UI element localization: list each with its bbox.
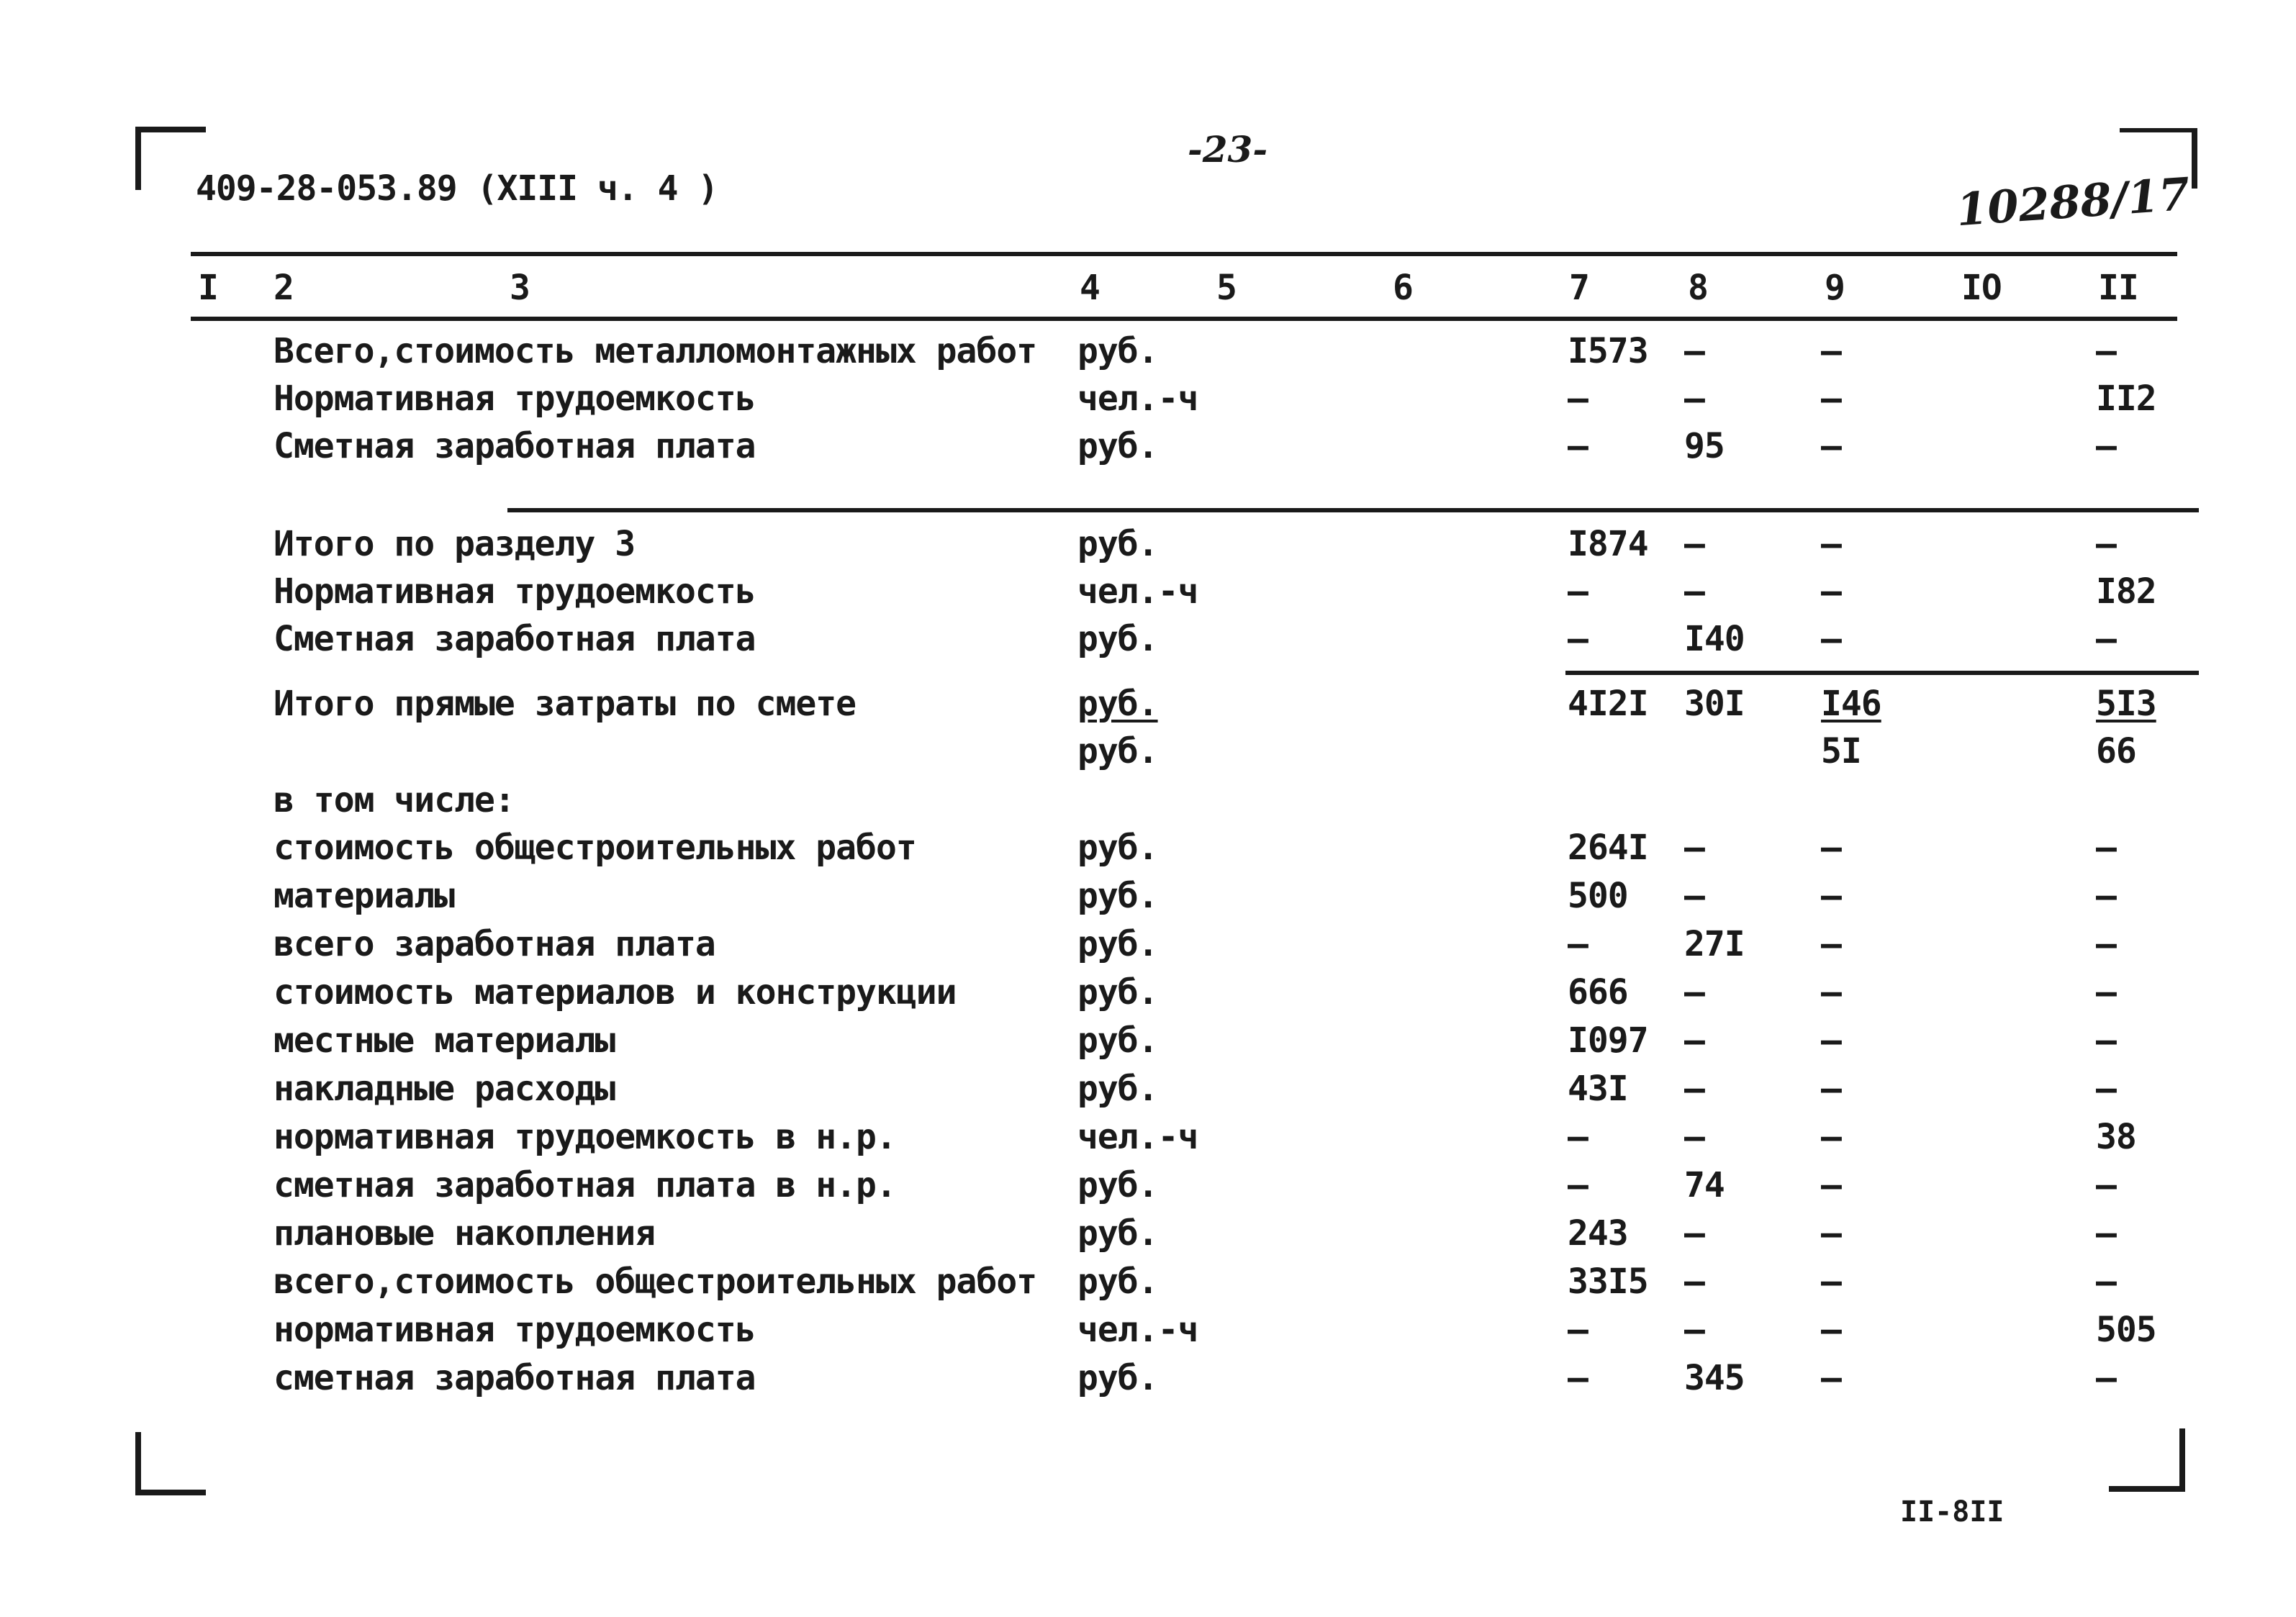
row-col8: 345 — [1684, 1358, 1745, 1398]
row-col9: – — [1821, 1020, 1841, 1061]
page-number: -23- — [1188, 128, 1268, 171]
col-header-4: 4 — [1080, 268, 1100, 308]
row-col11: – — [2096, 876, 2116, 916]
row-label: накладные расходы — [274, 1069, 615, 1109]
including-row — [0, 780, 2296, 829]
row-col8: – — [1684, 1262, 1704, 1302]
row-label: стоимость общестроительных работ — [274, 828, 916, 868]
row-col9: – — [1821, 1213, 1841, 1254]
col-header-1: I — [198, 268, 218, 308]
row-col11: – — [2096, 331, 2116, 371]
table-row — [0, 1310, 2296, 1359]
row-col11: – — [2096, 1020, 2116, 1061]
row-col8: – — [1684, 828, 1704, 868]
row-label: Всего,стоимость металломонтажных работ — [274, 331, 1037, 371]
row-col8: 74 — [1684, 1165, 1725, 1205]
table-row — [0, 379, 2296, 427]
handwritten-reference: 10288/17 — [1954, 167, 2192, 237]
row-label: стоимость материалов и конструкции — [274, 972, 957, 1013]
row-col8: – — [1684, 1069, 1704, 1109]
row-label: Нормативная трудоемкость — [274, 379, 756, 419]
row-label: местные материалы — [274, 1020, 615, 1061]
row-col7: – — [1568, 924, 1588, 964]
row-col11: – — [2096, 1165, 2116, 1205]
row-col7: I573 — [1568, 331, 1648, 371]
row-col11: 505 — [2096, 1310, 2156, 1350]
direct-costs-row — [0, 684, 2296, 733]
row-unit: руб. — [1077, 828, 1158, 868]
row-col9: – — [1821, 1165, 1841, 1205]
row-col7: – — [1568, 1358, 1588, 1398]
table-row — [0, 1262, 2296, 1310]
row-label: Нормативная трудоемкость — [274, 571, 756, 612]
row-col9: – — [1821, 379, 1841, 419]
row-unit: чел.-ч — [1077, 571, 1198, 612]
row-col9: – — [1821, 876, 1841, 916]
col-header-8: 8 — [1688, 268, 1708, 308]
row-col8: – — [1684, 1213, 1704, 1254]
row-col8: I40 — [1684, 619, 1745, 659]
row-unit: чел.-ч — [1077, 1117, 1198, 1157]
col-header-11: II — [2098, 268, 2138, 308]
row-label: Итого по разделу 3 — [274, 524, 636, 564]
direct-costs-unit: руб. — [1077, 684, 1158, 724]
row-col8: – — [1684, 571, 1704, 612]
col-header-9: 9 — [1825, 268, 1845, 308]
col-header-3: 3 — [510, 268, 530, 308]
direct-costs-col7: 4I2I — [1568, 684, 1648, 724]
row-col11: – — [2096, 524, 2116, 564]
row-unit: руб. — [1077, 1262, 1158, 1302]
row-unit: руб. — [1077, 972, 1158, 1013]
row-label: нормативная трудоемкость в н.р. — [274, 1117, 896, 1157]
row-label: материалы — [274, 876, 455, 916]
row-col11: II2 — [2096, 379, 2156, 419]
row-col11: – — [2096, 828, 2116, 868]
corner-mark-bottom-left — [135, 1432, 206, 1495]
row-col7: 43I — [1568, 1069, 1628, 1109]
row-col7: – — [1568, 426, 1588, 466]
table-row — [0, 1213, 2296, 1262]
row-col9: – — [1821, 619, 1841, 659]
row-col9: – — [1821, 331, 1841, 371]
col-header-2: 2 — [274, 268, 294, 308]
table-row — [0, 524, 2296, 573]
direct-costs-col9: I46 — [1821, 684, 1881, 724]
table-row — [0, 1020, 2296, 1069]
row-col11: – — [2096, 426, 2116, 466]
table-row — [0, 1117, 2296, 1166]
row-col8: – — [1684, 1020, 1704, 1061]
row-col11: – — [2096, 1262, 2116, 1302]
direct-costs-unit-2: руб. — [1077, 731, 1158, 771]
row-col9: – — [1821, 828, 1841, 868]
row-col8: 95 — [1684, 426, 1725, 466]
row-col9: – — [1821, 1069, 1841, 1109]
row-unit: руб. — [1077, 524, 1158, 564]
row-col7: 33I5 — [1568, 1262, 1648, 1302]
row-col7: – — [1568, 619, 1588, 659]
header-rule — [191, 317, 2177, 321]
row-col11: – — [2096, 924, 2116, 964]
row-unit: руб. — [1077, 1069, 1158, 1109]
column-header-row — [0, 268, 2296, 317]
row-col7: I097 — [1568, 1020, 1648, 1061]
row-col8: – — [1684, 331, 1704, 371]
row-col9: – — [1821, 1117, 1841, 1157]
row-col8: – — [1684, 876, 1704, 916]
table-row — [0, 1069, 2296, 1118]
direct-costs-col11-2: 66 — [2096, 731, 2136, 771]
col-header-7: 7 — [1569, 268, 1589, 308]
row-label: всего,стоимость общестроительных работ — [274, 1262, 1037, 1302]
table-row — [0, 619, 2296, 668]
row-col7: 500 — [1568, 876, 1628, 916]
footer-code: II-8II — [1900, 1495, 2005, 1524]
col-header-6: 6 — [1393, 268, 1413, 308]
col-header-10: IO — [1961, 268, 2002, 308]
corner-mark-bottom-right — [2109, 1428, 2185, 1492]
direct-costs-label: Итого прямые затраты по смете — [274, 684, 857, 724]
row-unit: руб. — [1077, 876, 1158, 916]
section-divider — [507, 508, 2199, 512]
table-row — [0, 828, 2296, 877]
row-label: Сметная заработная плата — [274, 426, 756, 466]
row-unit: руб. — [1077, 426, 1158, 466]
row-col11: – — [2096, 972, 2116, 1013]
row-col11: I82 — [2096, 571, 2156, 612]
row-col9: – — [1821, 524, 1841, 564]
row-unit: руб. — [1077, 924, 1158, 964]
direct-costs-col9-2: 5I — [1821, 731, 1861, 771]
top-rule — [191, 252, 2177, 256]
row-col7: 243 — [1568, 1213, 1628, 1254]
row-unit: чел.-ч — [1077, 1310, 1198, 1350]
row-label: нормативная трудоемкость — [274, 1310, 756, 1350]
row-label: сметная заработная плата — [274, 1358, 756, 1398]
table-row — [0, 571, 2296, 620]
row-label: Сметная заработная плата — [274, 619, 756, 659]
row-col9: – — [1821, 1358, 1841, 1398]
row-unit: руб. — [1077, 1020, 1158, 1061]
row-col7: 666 — [1568, 972, 1628, 1013]
row-col9: – — [1821, 1310, 1841, 1350]
row-col9: – — [1821, 972, 1841, 1013]
table-row — [0, 1165, 2296, 1214]
table-row — [0, 972, 2296, 1021]
table-row — [0, 426, 2296, 475]
row-col8: 27I — [1684, 924, 1745, 964]
row-unit: руб. — [1077, 331, 1158, 371]
table-row — [0, 1358, 2296, 1407]
including-label: в том числе: — [274, 780, 515, 820]
row-col8: – — [1684, 524, 1704, 564]
row-col9: – — [1821, 426, 1841, 466]
row-label: плановые накопления — [274, 1213, 656, 1254]
col-header-5: 5 — [1216, 268, 1237, 308]
row-col9: – — [1821, 571, 1841, 612]
document-code: 409-28-053.89 (XIII ч. 4 ) — [196, 168, 718, 209]
row-col8: – — [1684, 1310, 1704, 1350]
row-col7: 264I — [1568, 828, 1648, 868]
row-col8: – — [1684, 972, 1704, 1013]
direct-costs-second-row — [0, 731, 2296, 780]
section-divider — [1565, 671, 2199, 675]
row-col11: 38 — [2096, 1117, 2136, 1157]
row-label: сметная заработная плата в н.р. — [274, 1165, 896, 1205]
row-unit: руб. — [1077, 1213, 1158, 1254]
row-label: всего заработная плата — [274, 924, 715, 964]
row-col7: – — [1568, 1310, 1588, 1350]
row-unit: руб. — [1077, 1165, 1158, 1205]
row-col9: – — [1821, 1262, 1841, 1302]
row-col8: – — [1684, 379, 1704, 419]
row-col11: – — [2096, 1358, 2116, 1398]
table-row — [0, 876, 2296, 925]
table-row — [0, 924, 2296, 973]
row-unit: руб. — [1077, 1358, 1158, 1398]
row-col11: – — [2096, 619, 2116, 659]
table-row — [0, 331, 2296, 380]
row-unit: руб. — [1077, 619, 1158, 659]
row-col7: – — [1568, 1117, 1588, 1157]
row-unit: чел.-ч — [1077, 379, 1198, 419]
direct-costs-col8: 30I — [1684, 684, 1745, 724]
row-col11: – — [2096, 1069, 2116, 1109]
row-col8: – — [1684, 1117, 1704, 1157]
row-col7: – — [1568, 379, 1588, 419]
row-col9: – — [1821, 924, 1841, 964]
direct-costs-col11: 5I3 — [2096, 684, 2156, 724]
row-col11: – — [2096, 1213, 2116, 1254]
row-col7: – — [1568, 1165, 1588, 1205]
row-col7: I874 — [1568, 524, 1648, 564]
row-col7: – — [1568, 571, 1588, 612]
